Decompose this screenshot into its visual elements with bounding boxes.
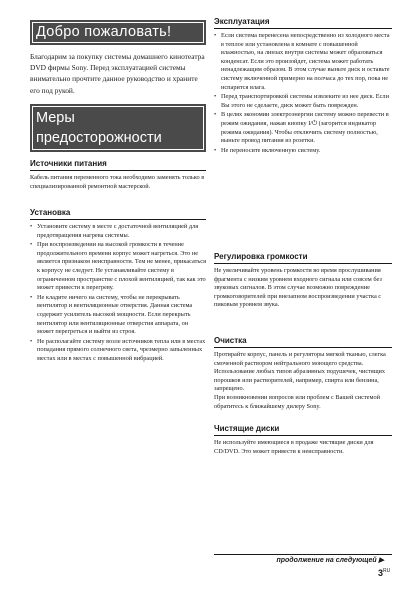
operation-section	[214, 17, 392, 156]
page-language: RU	[383, 568, 391, 574]
volume-heading: Регулировка громкости	[214, 252, 392, 264]
operation-item: • Не переносите включенную систему.	[214, 147, 392, 156]
discs-heading: Чистящие диски	[214, 424, 392, 436]
power-section	[30, 159, 206, 191]
cleaning-heading: Очистка	[214, 336, 392, 348]
installation-item: • Установите систему в месте с достаточной вентиляцией для предотвращения нагрева системы.	[30, 223, 206, 240]
operation-list	[214, 32, 392, 155]
discs-section	[214, 424, 392, 456]
operation-item: • В целях экономии электроэнергии систему можно перевести в режим ожидания, нажав кнопку I/⏻ (загорится индикатор режима ожидания). Чтобы отключить систему полностью, выньте провод питания из розетки.	[214, 111, 392, 145]
discs-text: Не используйте имеющиеся в продаже чистящие диски для CD/DVD. Это может привести к неисправности.	[214, 439, 374, 455]
welcome-banner	[30, 20, 206, 45]
footer-rule	[214, 554, 392, 555]
continued-note: продолжение на следующей ▶	[276, 557, 384, 564]
operation-item: • Перед транспортировкой системы извлеките из нее диск. Если Вы этого не сделаете, диск может быть поврежден.	[214, 93, 392, 110]
cleaning-section	[214, 336, 392, 411]
installation-item: • Не располагайте систему возле источников тепла или в местах попадания прямого солнечного света, чрезмерно запыленных местах или в местах с повышенной вибрацией.	[30, 338, 206, 364]
welcome-title: Добро пожаловать!	[36, 24, 172, 40]
installation-item: • При воспроизведении на высокой громкости в течение продолжительного времени корпус может нагреться. Это не является признаком неисправности. Тем не менее, прикасаться к корпусу не следует. Не устанавливайте систему в ограниченном пространстве с плохой вентиляцией, так как это может привести к перегреву.	[30, 241, 206, 293]
installation-list	[30, 223, 206, 364]
volume-section	[214, 252, 392, 310]
operation-heading: Эксплуатация	[214, 17, 392, 29]
power-text: Кабель питания переменного тока необходимо заменять только в специализированной ремонтной мастерской.	[30, 174, 205, 190]
operation-item: • Если система перенесена непосредственно из холодного места в теплое или установлена в комнате с повышенной влажностью, на линзах внутри системы может образоваться конденсат. Если это произойдет, система может работать ненадлежащим образом. В этом случае выньте диск и оставьте систему включенной примерно на полчаса до тех пор, пока не испарится влага.	[214, 32, 392, 92]
installation-item: • Не кладите ничего на систему, чтобы не перекрывать вентилятор и вентиляционные отверстия. Данная система содержит усилитель высокой мощности. Если перекрыть вентилятор или вентиляционные отверстия аппарата, он может перегреться и выйти из строя.	[30, 294, 206, 337]
welcome-text: Благодарим за покупку системы домашнего кинотеатра DVD фирмы Sony. Перед эксплуатацией системы внимательно прочтите данное руководство и храните его под рукой.	[30, 52, 205, 95]
power-heading: Источники питания	[30, 159, 206, 171]
cleaning-text: Протирайте корпус, панель и регуляторы мягкой тканью, слегка смоченной раствором нейтрального моющего средства. Использование любых типов абразивных подушечек, чистящих порошков или растворителей, например, спирта или бензина, запрещено.	[214, 351, 386, 393]
installation-heading: Установка	[30, 208, 206, 220]
installation-section	[30, 208, 206, 365]
page-number	[378, 568, 390, 578]
page-number-value: 3	[378, 568, 384, 578]
cleaning-text-2: При возникновении вопросов или проблем с Вашей системой обратитесь к ближайшему дилеру Sony.	[214, 393, 380, 410]
precautions-title-line1: Меры	[36, 110, 75, 126]
volume-text: Не увеличивайте уровень громкости во время прослушивания фрагмента с низким уровнем входного сигнала или совсем без звуковых сигналов. В этом случае возможно повреждение громкоговорителей при внезапном воспроизведении участка с пиковым уровнем звука.	[214, 267, 382, 309]
precautions-banner	[30, 104, 206, 152]
precautions-title-line2: предосторожности	[36, 130, 162, 146]
